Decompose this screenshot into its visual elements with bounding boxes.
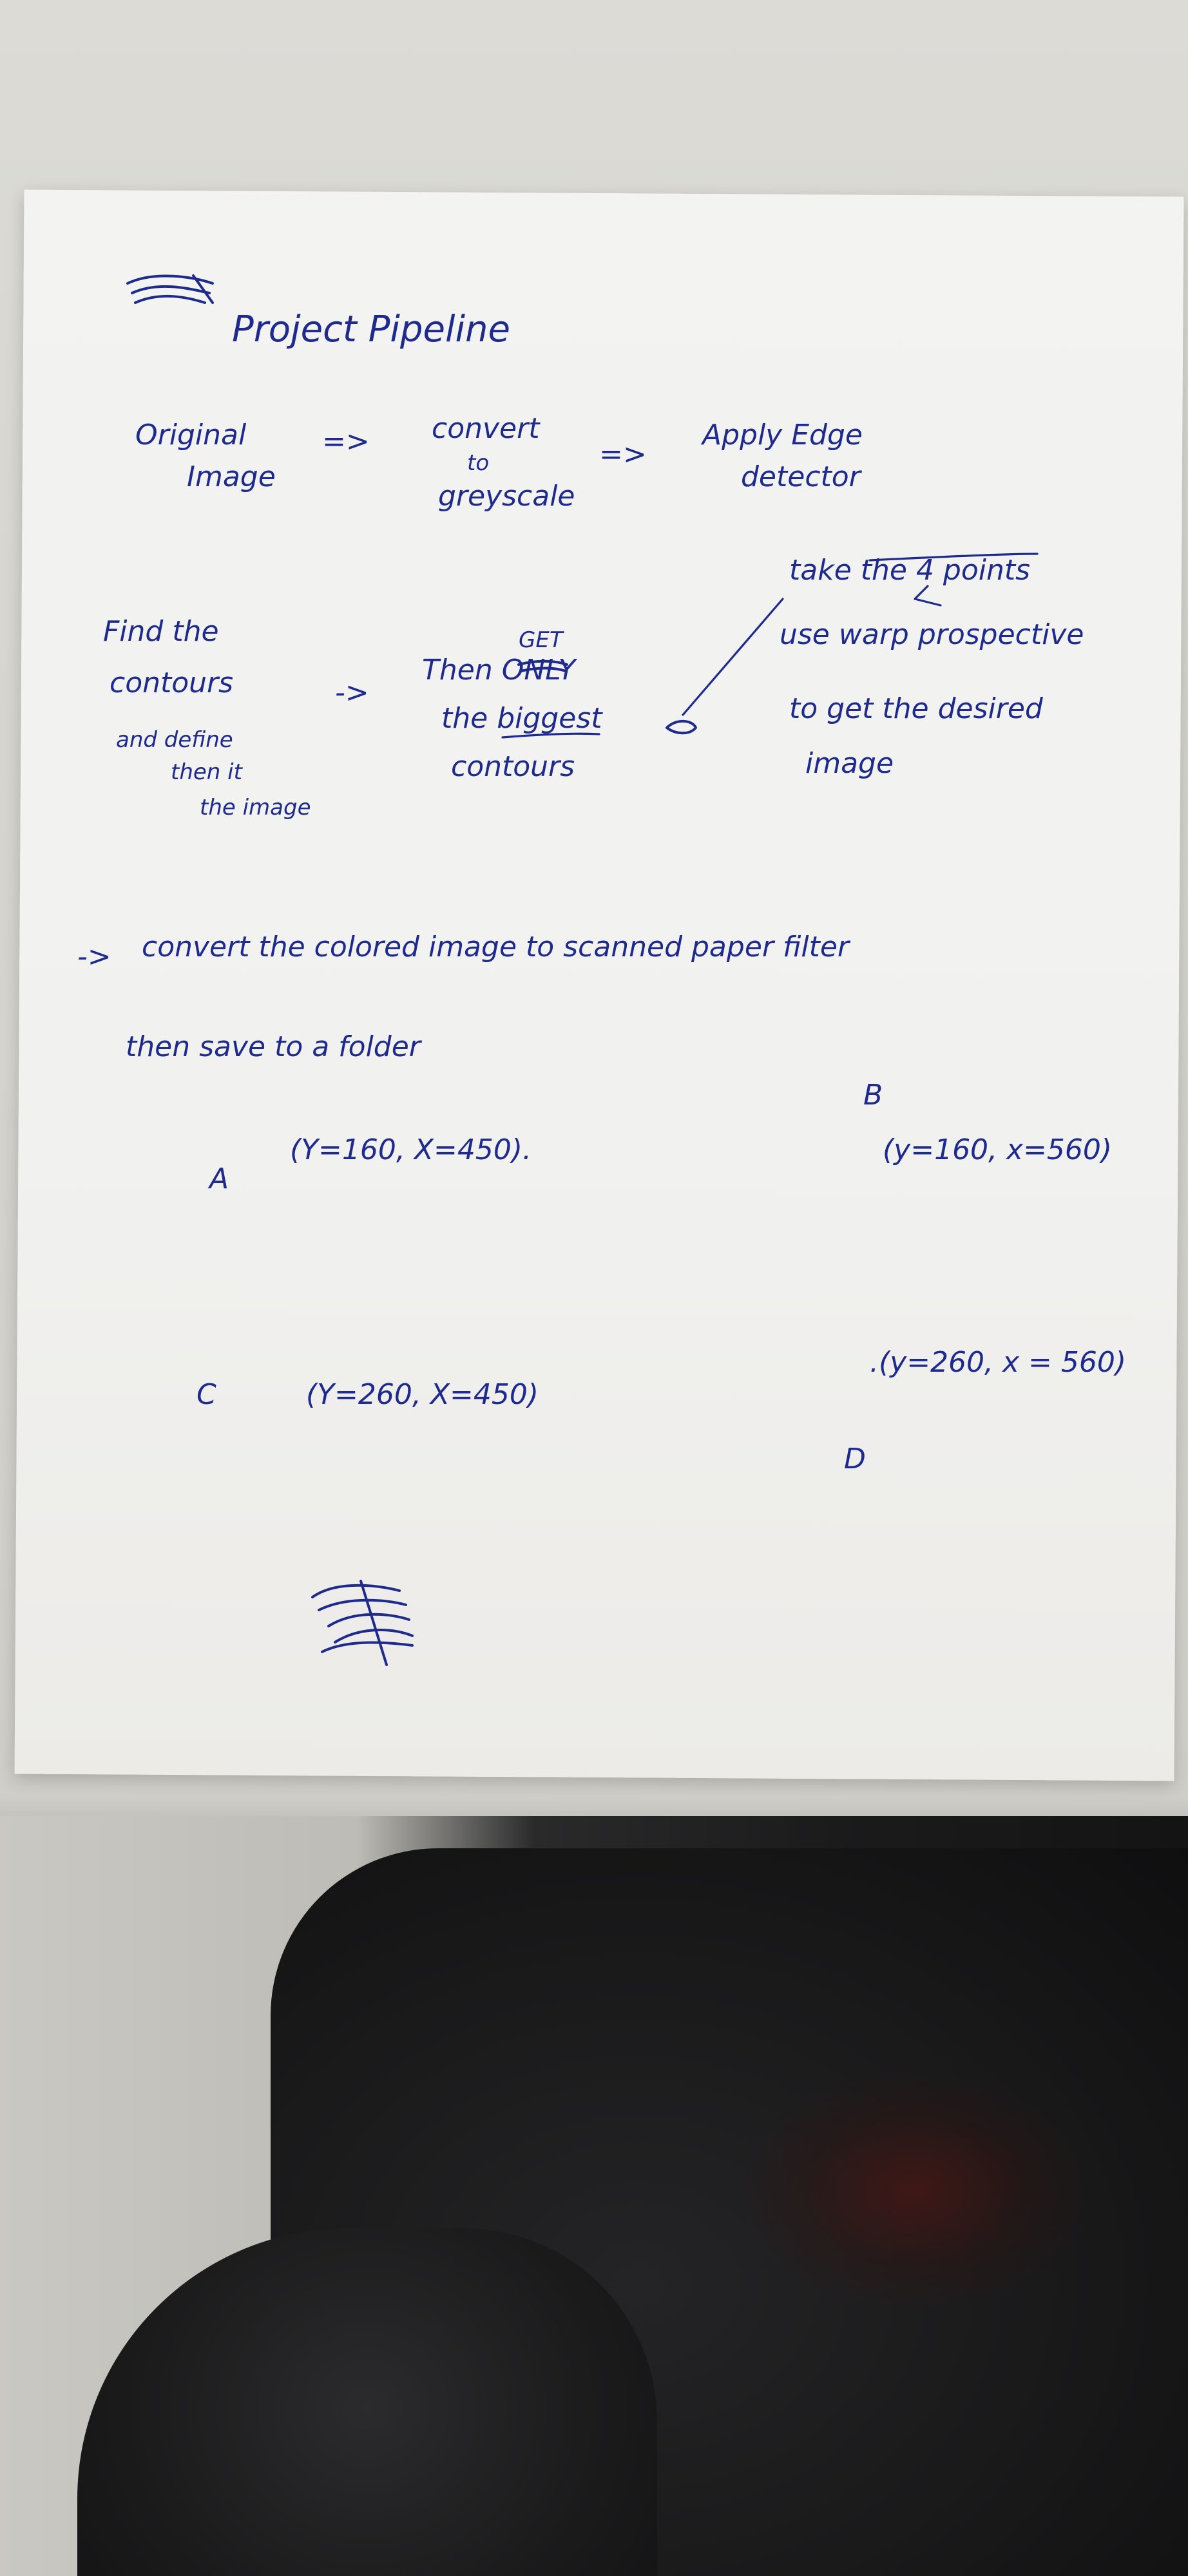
arrow-2: =>	[599, 438, 647, 471]
step-warp-line1: use warp prospective	[780, 618, 1084, 651]
step-biggest-line2: the biggest	[441, 702, 602, 735]
step-convert-line3: greyscale	[438, 480, 575, 513]
point-c: (Y=260, X=450)	[306, 1378, 539, 1411]
label-d: D	[844, 1443, 866, 1475]
step-find-line2: contours	[110, 667, 234, 699]
arrow-1: =>	[322, 425, 370, 458]
red-reflection	[747, 2074, 1082, 2306]
step-original-line1: Original	[135, 419, 247, 451]
step-convert-line2: to	[467, 450, 490, 476]
label-c: C	[196, 1378, 216, 1411]
step-warp-line3: image	[805, 747, 894, 780]
connector-line	[683, 599, 783, 715]
step-biggest-line3: contours	[451, 750, 575, 783]
point-b: (y=160, x=560)	[883, 1133, 1113, 1166]
crossed-out-scribble-top	[128, 276, 213, 303]
step-original-line2: Image	[187, 460, 276, 493]
step-convert-line1: convert	[432, 412, 540, 445]
point-d: .(y=260, x = 560)	[870, 1346, 1127, 1379]
step-find-line3: and define	[116, 727, 233, 753]
step-find-line5: the image	[200, 795, 311, 820]
label-a: A	[209, 1162, 229, 1195]
arrow-3: ->	[335, 676, 369, 709]
step-find-line1: Find the	[103, 615, 219, 648]
step-biggest-line1: Then ONLY	[422, 654, 576, 687]
step-find-line4: then it	[171, 759, 242, 785]
point-a: (Y=160, X=450).	[290, 1133, 532, 1166]
step-biggest-line0: GET	[519, 627, 563, 653]
side-note-small-arrow	[915, 586, 941, 605]
step-warp-line2: to get the desired	[789, 692, 1043, 725]
step-edge-line2: detector	[741, 460, 861, 493]
page-title: Project Pipeline	[232, 308, 511, 350]
arrow-4: ->	[77, 940, 111, 973]
crossed-out-scribble-bottom	[312, 1581, 412, 1665]
label-b: B	[863, 1079, 883, 1112]
convert-filter-line: convert the colored image to scanned paper filter	[142, 931, 850, 963]
small-scribble	[667, 721, 696, 733]
save-folder-line: then save to a folder	[126, 1030, 421, 1063]
side-note-take-points: take the 4 points	[789, 554, 1031, 587]
step-edge-line1: Apply Edge	[702, 419, 863, 451]
